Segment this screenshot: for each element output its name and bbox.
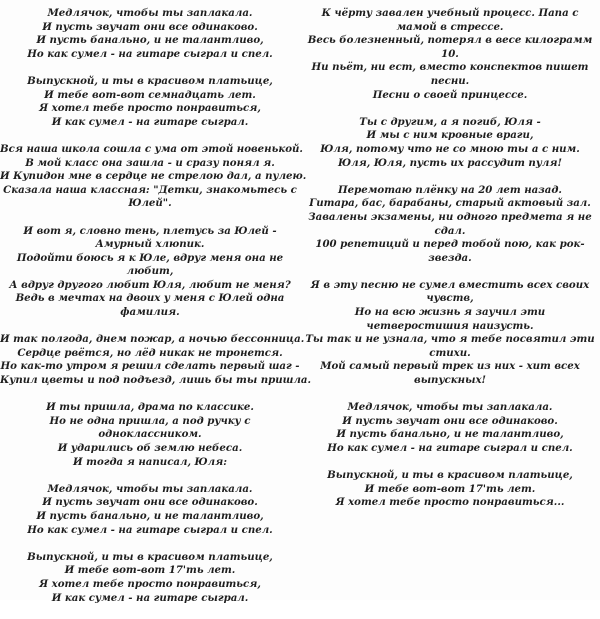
lyric-line: Юля, потому что не со мною ты а с ним. (320, 142, 580, 155)
lyric-line: Ведь в мечтах на двоих у меня с Юлей одна (15, 292, 285, 305)
lyric-line: Но как сумел - на гитаре сыграл и спел. (27, 47, 273, 60)
stanza (300, 116, 600, 170)
stanza (300, 469, 600, 510)
lyric-line: Юля, Юля, пусть их рассудит пуля! (338, 156, 562, 169)
lyric-line: четверостишия наизусть. (366, 319, 534, 332)
stanza (0, 142, 307, 211)
lyric-line: И пусть звучат они все одинаково. (342, 414, 558, 427)
lyric-line: И вот я, словно тень, плетусь за Юлей - (23, 224, 277, 237)
lyric-line: И тебе вот-вот 17'ть лет. (364, 482, 536, 495)
lyric-line: И пусть звучат они все одинаково. (42, 20, 258, 33)
lyric-line: И так полгода, днем пожар, а ночью бессонница. (0, 333, 305, 346)
lyric-line: Но как-то утром я решил сделать первый шаг - (0, 360, 300, 373)
stanza (0, 483, 300, 537)
stanza (0, 7, 300, 61)
lyric-line: И пусть банально, и не талантливо, (36, 509, 264, 522)
lyric-line: А вдруг другого любит Юля, любит не меня? (9, 278, 291, 291)
lyric-line: Но на всю жизнь я заучил эти (354, 306, 546, 319)
lyric-line: Я хотел тебе просто понравиться, (39, 102, 261, 115)
stanza (300, 401, 600, 455)
lyric-line: И ударились об землю небеса. (57, 442, 243, 454)
stanza (300, 184, 600, 266)
lyric-line: сдал. (434, 224, 466, 237)
lyric-line: стихи. (429, 346, 471, 359)
lyric-line: И мы с ним кровные враги, (366, 129, 534, 142)
lyric-line: И пусть банально, и не талантливо, (336, 428, 564, 441)
lyric-line: Но не одна пришла, а под ручку с (49, 414, 251, 427)
lyric-line: Купил цветы и под подъезд, лишь бы ты пришла. (0, 374, 312, 387)
lyric-line: Песни о своей принцессе. (372, 88, 528, 101)
stanza (0, 225, 300, 320)
lyric-line: звезда. (428, 251, 472, 264)
stanza (300, 279, 600, 388)
lyric-line: Весь болезненный, потерял в весе килограмм (307, 34, 593, 47)
lyric-line: Но как сумел - на гитаре сыграл и спел. (27, 523, 273, 536)
lyric-line: В мой класс она зашла - и сразу понял я. (25, 156, 275, 169)
lyric-line: Я хотел тебе просто понравиться... (335, 496, 565, 509)
lyric-line: И как сумел - на гитаре сыграл. (51, 115, 249, 128)
lyric-line: выпускных! (414, 374, 486, 387)
stanza (0, 75, 300, 129)
lyric-line: Выпускной, и ты в красивом платьице, (327, 469, 573, 482)
lyric-line: И как сумел - на гитаре сыграл. (51, 591, 249, 604)
lyric-line: Гитара, бас, барабаны, старый актовый зал. (309, 197, 591, 210)
stanza (0, 551, 300, 605)
lyric-line: любит, (126, 265, 174, 278)
lyric-line: мамой в стрессе. (396, 20, 504, 33)
lyric-line: И Купидон мне в сердце не стрелою дал, а пулею. (0, 170, 307, 183)
lyric-line: песни. (430, 74, 470, 87)
lyric-line: одноклассником. (98, 428, 202, 441)
lyric-line: Подойти боюсь я к Юле, вдруг меня она не (16, 251, 284, 264)
lyric-line: И тебе вот-вот 17'ть лет. (64, 564, 236, 577)
lyric-line: Сердце рвётся, но лёд никак не тронется. (17, 346, 283, 359)
lyric-line: Завалены экзамены, ни одного предмета я не (308, 210, 592, 223)
stanza (300, 7, 600, 102)
lyric-line: Медлячок, чтобы ты заплакала. (47, 7, 253, 19)
lyric-line: И тогда я написал, Юля: (73, 455, 227, 468)
lyric-line: чувств, (426, 292, 474, 305)
lyric-line: Амурный хлюпик. (95, 238, 205, 251)
lyric-line: Ни пьёт, ни ест, вместо конспектов пишет (311, 61, 589, 74)
stanza (0, 401, 300, 469)
lyric-line: Ты с другим, а я погиб, Юля - (359, 115, 541, 128)
lyric-line: Выпускной, и ты в красивом платьице, (27, 550, 273, 563)
lyric-line: И пусть банально, и не талантливо, (36, 34, 264, 47)
lyric-line: Я хотел тебе просто понравиться, (39, 577, 261, 590)
lyric-line: И пусть звучат они все одинаково. (42, 496, 258, 509)
lyric-line: 100 репетиций и перед тобой пою, как рок- (315, 238, 585, 251)
right-column (300, 7, 600, 524)
lyric-line: Ты так и не узнала, что я тебе посвятил эти (305, 333, 595, 346)
lyric-line: И тебе вот-вот семнадцать лет. (44, 88, 256, 101)
lyric-line: Сказала наша классная: "Детки, знакомьтесь с (3, 183, 297, 196)
lyric-line: Вся наша школа сошла с ума от этой новенькой. (0, 142, 303, 155)
lyric-line: 10. (441, 47, 459, 60)
lyric-line: Медлячок, чтобы ты заплакала. (347, 401, 553, 414)
lyric-line: Выпускной, и ты в красивом платьице, (27, 74, 273, 87)
lyric-line: Юлей". (128, 197, 172, 210)
stanza (0, 333, 312, 387)
lyric-line: Медлячок, чтобы ты заплакала. (47, 482, 253, 495)
lyric-line: Но как сумел - на гитаре сыграл и спел. (327, 442, 573, 454)
lyric-line: Мой самый первый трек из них - хит всех (320, 360, 580, 373)
left-column (0, 7, 312, 619)
lyric-line: К чёрту завален учебный процесс. Папа с (321, 7, 579, 19)
lyric-line: фамилия. (120, 306, 180, 319)
lyric-line: Я в эту песню не сумел вместить всех своих (310, 278, 590, 291)
lyric-line: И ты пришла, драма по классике. (46, 401, 254, 414)
lyric-line: Перемотаю плёнку на 20 лет назад. (338, 183, 562, 196)
